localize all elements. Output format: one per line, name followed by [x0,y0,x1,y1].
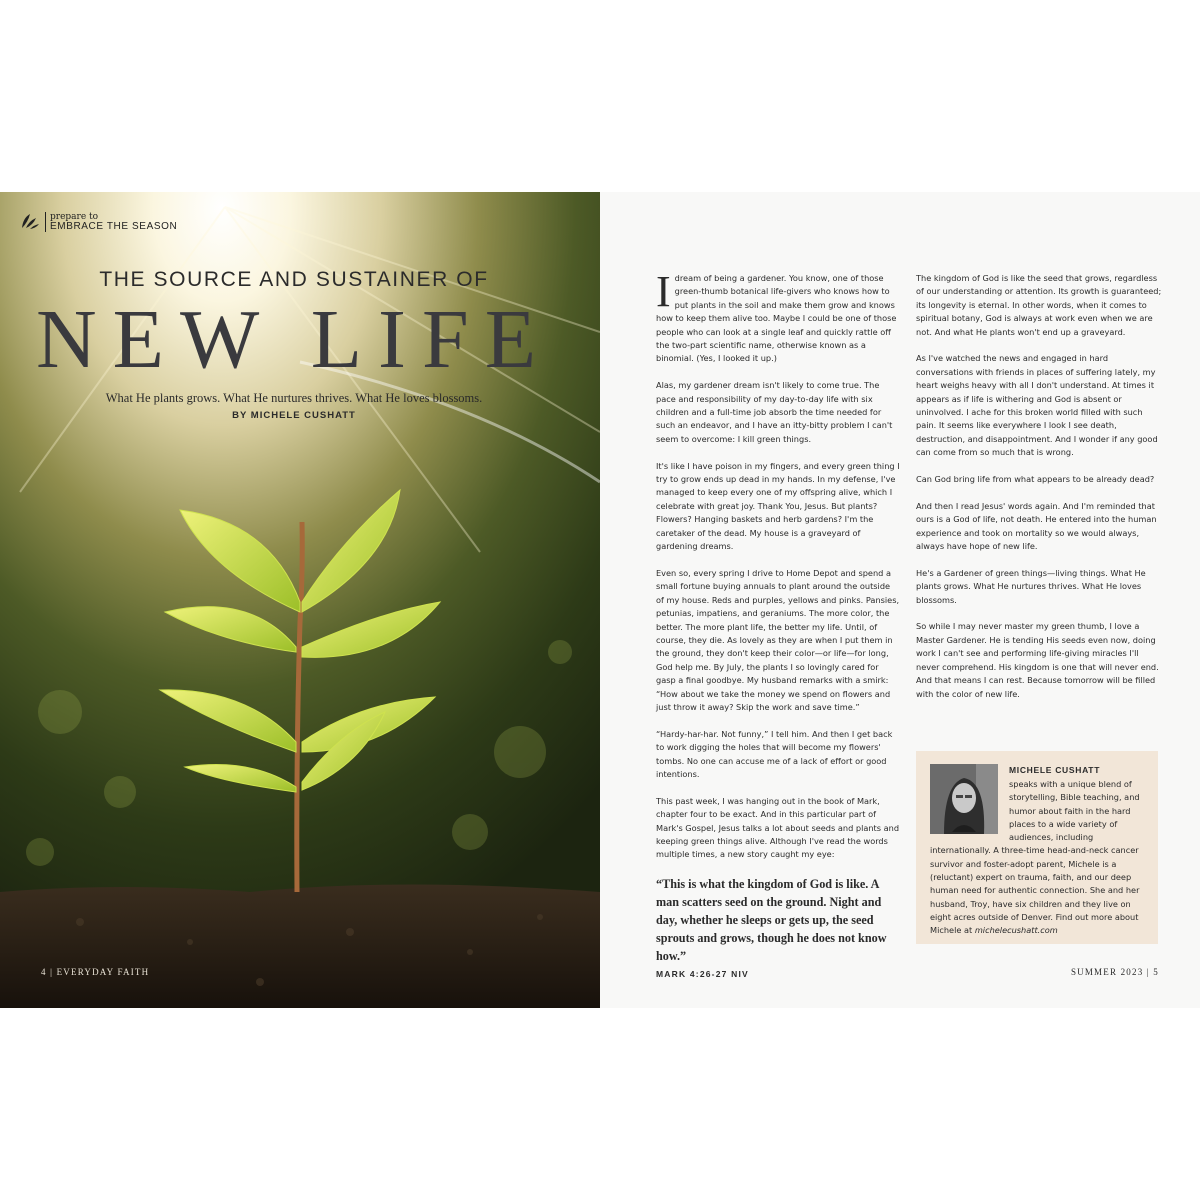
section-tag [20,212,177,232]
author-bio-text: speaks with a unique blend of storytelling, Bible teaching, and humor about faith in the hard places to a wide variety of audiences, including internationally. A three-time head-and-neck cancer survivor and foster-adopt parent, Michele is a (reluctant) expert on trauma, faith, and our deep human need for authentic connection. She and her husband, Troy, have six children and they live on eight acres outside of Denver. Find out more about Michele at michelecushatt.com [930,779,1140,936]
body-paragraph: So while I may never master my green thumb, I love a Master Gardener. He is tending His seeds even now, doing work I can't see and performing life-giving miracles I'll never comprehend. His kingdom is one that will never end. And that means I can rest. Because tomorrow will be filled with the color of new life. [916,621,1159,699]
magazine-spread [0,192,1200,1008]
body-paragraph: “Hardy-har-har. Not funny,” I tell him. And then I get back to work digging the holes that will become my flowers' tombs. No one can accuse me of a lack of effort or good intentions. [656,728,893,779]
body-paragraph: As I've watched the news and engaged in hard conversations with friends in places of suffering lately, my heart weighs heavy with all I don't understand. At times it appears as if life is withering and God is absent or uninvolved. I ache for this broken world filled with such pain. It seems like everywhere I look I see death, destruction, and disappointment. And I wonder if any good can come from so much that is wrong. [916,353,1158,458]
folio-right: SUMMER 2023 | 5 [1070,967,1159,977]
scripture-citation: MARK 4:26-27 NIV [656,969,749,980]
body-paragraph: The kingdom of God is like the seed that grows, regardless of our understanding or attention. Its growth is guaranteed; its longevity is eternal. In other words, when it comes to spiritual botany, God is always at work even when we are not. And what He plants won't end up a graveyard. [916,273,1162,337]
body-paragraph: I dream of being a gardener. You know, one of those green-thumb botanical life-givers who knows how to put plants in the soil and make them grow and knows how to keep them alive too. Maybe I could be one of those people who can look at a single leaf and quickly rattle off the two-part scientific name, otherwise known as a binomial. (Yes, I looked it up.) [656,267,897,364]
section-tag-small: prepare to [50,212,99,222]
scripture-quote: “This is what the kingdom of God is like. A man scatters seed on the ground. Night and day, whether he sleeps or gets up, the seed sprouts and grows, though he does not know how.” [656,877,887,964]
leaf-logo-icon [20,212,40,230]
section-tag-big: EMBRACE THE SEASON [50,221,178,232]
body-paragraph: Alas, my gardener dream isn't likely to come true. The pace and responsibility of my day-to-day life with six children and a full-time job absorb the time needed for such an endeavor, and I have an itty-bitty problem I can't seem to overcome: I kill green things. [656,380,893,444]
body-column-1 [656,267,900,982]
body-paragraph: It's like I have poison in my fingers, and every green thing I try to grow ends up dead in my hands. In my defense, I've managed to keep every one of my offspring alive, which I celebrate with great joy. Thank You, Jesus. But plants? Flowers? Hanging baskets and herb gardens? I'm the caretaker of the dead. My house is a graveyard of gardening dreams. [656,460,900,552]
body-paragraph: This past week, I was hanging out in the book of Mark, chapter four to be exact. And in this particular part of Mark's Gospel, Jesus talks a lot about seeds and plants and keeping green things alive. Although I've read the words multiple times, a new story caught my eye: [656,795,900,860]
author-name: MICHELE CUSHATT [1009,765,1101,775]
body-paragraph: And then I read Jesus' words again. And I'm reminded that ours is a God of life, not death. He entered into the human experience and took on mortality so we would always, always have hope of new life. [916,500,1157,552]
author-bio-box [916,751,1158,944]
author-website-link[interactable]: michelecushatt.com [974,925,1058,936]
article-title-main: NEW LIFE [35,293,553,386]
body-column-2 [916,272,1162,714]
drop-cap: I [656,267,671,316]
body-paragraph: Even so, every spring I drive to Home Depot and spend a small fortune buying annuals to plant around the outside of my house. Reds and purples, yellows and pinks. Pansies, petunias, impatiens, and geraniums. The more color, the better. The more plant life, the better my life. Until, of course, they die. As lovely as they are when I put them in the ground, they don't keep their color—or life—for long, God help me. By July, the plants I so lovingly cared for gasp a final goodbye. My husband remarks with a smirk: “How about we take the money we spend on flowers and just throw it away? Skip the work and save time.” [656,567,900,712]
left-page [0,192,600,1008]
right-page [600,192,1200,1008]
article-byline: BY MICHELE CUSHATT [232,410,356,421]
body-paragraph: He's a Gardener of green things—living things. What He plants grows. What He nurtures thrives. What He loves blossoms. [916,567,1146,605]
folio-left: 4 | EVERYDAY FAITH [41,967,150,977]
article-dek: What He plants grows. What He nurtures thrives. What He loves blossoms. [105,391,483,405]
body-paragraph: Can God bring life from what appears to be already dead? [916,474,1155,485]
article-title-top: THE SOURCE AND SUSTAINER OF [99,268,489,291]
